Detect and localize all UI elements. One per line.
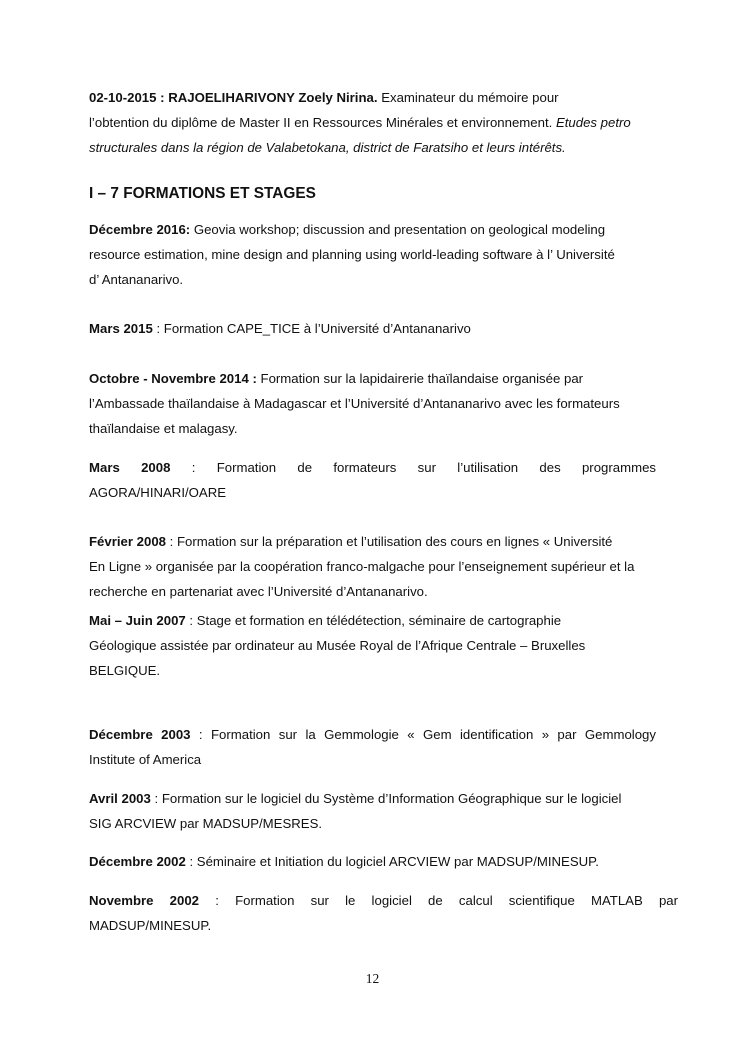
entry-feb-2008 (89, 529, 656, 604)
entry-date: Mars 2015 (89, 321, 153, 336)
entry-text: : Formation de formateurs sur l’utilisation des programmes (170, 460, 656, 475)
entry-text: : Formation sur la Gemmologie « Gem identification » par Gemmology (190, 727, 656, 742)
entry-date: Décembre 2016: (89, 222, 191, 237)
entry-text: Géologique assistée par ordinateur au Musée Royal de l’Afrique Centrale – Bruxelles (89, 638, 586, 653)
section-heading: I – 7 FORMATIONS ET STAGES (89, 185, 316, 202)
entry-text: : Formation sur la préparation et l’utilisation des cours en lignes « Université (166, 534, 613, 549)
entry-text: Institute of America (89, 752, 202, 767)
entry-text: thaïlandaise et malagasy. (89, 421, 238, 436)
entry-date: Avril 2003 (89, 791, 151, 806)
entry-date: Février 2008 (89, 534, 166, 549)
entry-dec-2002 (89, 849, 656, 874)
intro-text-1: Examinateur du mémoire pour (377, 90, 559, 105)
entry-first-line (89, 722, 656, 747)
entry-date: Décembre 2002 (89, 854, 186, 869)
entry-text: Formation sur la lapidairerie thaïlandaise organisée par (256, 371, 584, 386)
entry-first-line (89, 455, 656, 480)
entry-text: d’ Antananarivo. (89, 272, 184, 287)
entry-text: resource estimation, mine design and planning using world-leading software à l’ Université (89, 247, 615, 262)
entry-text: Geovia workshop; discussion and presentation on geological modeling (190, 222, 606, 237)
entry-dec-2003 (89, 722, 656, 772)
page-number: 12 (365, 971, 380, 986)
entry-nov-2002 (89, 888, 678, 938)
intro-paragraph (89, 85, 656, 160)
entry-may-jun-2007 (89, 608, 656, 683)
entry-text: recherche en partenariat avec l’Université d’Antananarivo. (89, 584, 428, 599)
entry-date: Novembre 2002 (89, 893, 200, 908)
entry-text: : Stage et formation en télédétection, séminaire de cartographie (185, 613, 562, 628)
intro-name: RAJOELIHARIVONY Zoely Nirina. (168, 90, 378, 105)
intro-date: 02-10-2015 : (89, 90, 165, 105)
entry-text: BELGIQUE. (89, 663, 161, 678)
entry-text: : Formation sur le logiciel du Système d’Information Géographique sur le logiciel (150, 791, 622, 806)
entry-mar-2008 (89, 455, 656, 505)
entry-first-line (89, 888, 678, 913)
entry-mar-2015 (89, 316, 656, 341)
entry-apr-2003 (89, 786, 656, 836)
intro-title-1: Etudes petro (555, 115, 631, 130)
intro-title-2: structurales dans la région de Valabetokana, district de Faratsiho et leurs intérêts. (89, 140, 566, 155)
entry-text: : Séminaire et Initiation du logiciel ARCVIEW par MADSUP/MINESUP. (185, 854, 599, 869)
entry-text: SIG ARCVIEW par MADSUP/MESRES. (89, 816, 323, 831)
entry-oct-nov-2014 (89, 366, 656, 441)
intro-text-2: l’obtention du diplôme de Master II en Ressources Minérales et environnement. (89, 115, 556, 130)
entry-text: l’Ambassade thaïlandaise à Madagascar et l’Université d’Antananarivo avec les formateurs (89, 396, 620, 411)
entry-text: MADSUP/MINESUP. (89, 918, 212, 933)
entry-text: AGORA/HINARI/OARE (89, 485, 227, 500)
entry-date: Octobre - Novembre 2014 : (89, 371, 257, 386)
entry-text: : Formation CAPE_TICE à l’Université d’Antananarivo (152, 321, 471, 336)
entry-text: : Formation sur le logiciel de calcul scientifique MATLAB par (199, 893, 678, 908)
entry-text: En Ligne » organisée par la coopération franco-malgache pour l’enseignement supérieur et la (89, 559, 635, 574)
entry-date: Décembre 2003 (89, 727, 191, 742)
entry-dec-2016 (89, 217, 656, 292)
entry-date: Mars 2008 (89, 460, 171, 475)
entry-date: Mai – Juin 2007 (89, 613, 186, 628)
